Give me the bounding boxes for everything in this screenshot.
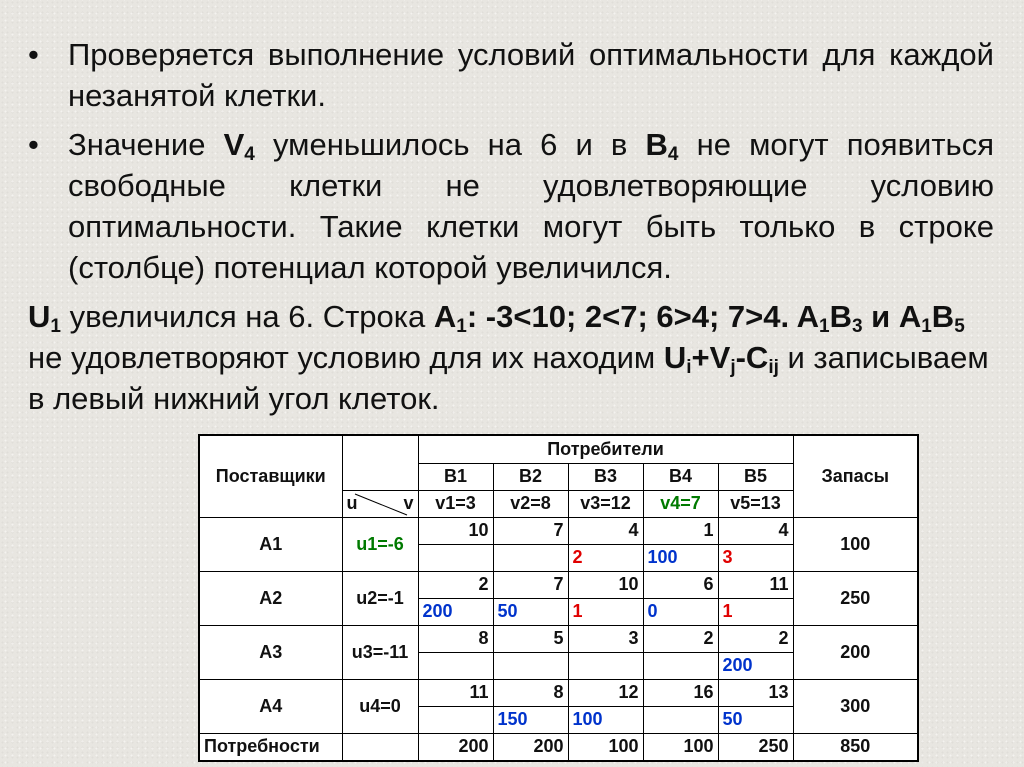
demand-empty bbox=[342, 733, 418, 761]
potential-u: u1=-6 bbox=[342, 517, 418, 571]
allocation-cell bbox=[493, 652, 568, 679]
cost-cell: 11 bbox=[718, 571, 793, 598]
corner-top bbox=[342, 435, 418, 463]
cost-cell: 13 bbox=[718, 679, 793, 706]
demand-value: 100 bbox=[568, 733, 643, 761]
allocation-cell: 150 bbox=[493, 706, 568, 733]
cost-cell: 3 bbox=[568, 625, 643, 652]
stock-value: 300 bbox=[793, 679, 918, 733]
potential-v: v4=7 bbox=[643, 490, 718, 517]
allocation-cell: 100 bbox=[568, 706, 643, 733]
cost-cell: 5 bbox=[493, 625, 568, 652]
allocation-cell: 2 bbox=[568, 544, 643, 571]
cost-cell: 6 bbox=[643, 571, 718, 598]
stock-header: Запасы bbox=[793, 435, 918, 517]
cost-cell: 11 bbox=[418, 679, 493, 706]
cost-cell: 2 bbox=[418, 571, 493, 598]
cost-cell: 7 bbox=[493, 571, 568, 598]
u-label: u bbox=[346, 492, 358, 513]
cost-cell: 12 bbox=[568, 679, 643, 706]
allocation-cell bbox=[418, 706, 493, 733]
potential-u: u4=0 bbox=[342, 679, 418, 733]
total-value: 850 bbox=[793, 733, 918, 761]
consumer-name: B1 bbox=[418, 463, 493, 490]
allocation-cell bbox=[418, 652, 493, 679]
demand-header: Потребности bbox=[199, 733, 342, 761]
potential-v: v1=3 bbox=[418, 490, 493, 517]
cost-cell: 2 bbox=[718, 625, 793, 652]
allocation-cell: 50 bbox=[493, 598, 568, 625]
bullet-1 bbox=[28, 34, 994, 116]
cost-cell: 8 bbox=[418, 625, 493, 652]
allocation-cell: 50 bbox=[718, 706, 793, 733]
cost-cell: 2 bbox=[643, 625, 718, 652]
stock-value: 250 bbox=[793, 571, 918, 625]
demand-value: 100 bbox=[643, 733, 718, 761]
v-label: v bbox=[403, 492, 414, 513]
bullet-marker: • bbox=[28, 37, 39, 72]
potential-v: v5=13 bbox=[718, 490, 793, 517]
corner-mid bbox=[342, 463, 418, 490]
uv-corner bbox=[342, 490, 418, 517]
potential-u: u2=-1 bbox=[342, 571, 418, 625]
demand-value: 200 bbox=[493, 733, 568, 761]
bullet-2 bbox=[28, 124, 994, 288]
allocation-cell: 1 bbox=[568, 598, 643, 625]
supplier-name: A4 bbox=[199, 679, 342, 733]
slide-text bbox=[28, 34, 994, 419]
consumer-name: B4 bbox=[643, 463, 718, 490]
allocation-cell bbox=[568, 652, 643, 679]
allocation-cell: 0 bbox=[643, 598, 718, 625]
bullet-1-text: Проверяется выполнение условий оптимальности для каждой незанятой клетки. bbox=[68, 37, 994, 113]
demand-value: 250 bbox=[718, 733, 793, 761]
supplier-name: A3 bbox=[199, 625, 342, 679]
transport-table bbox=[198, 434, 919, 762]
allocation-cell: 1 bbox=[718, 598, 793, 625]
bullet-2-text: Значение $V_4$ уменьшилось на 6 и в $B_4$ не могут появиться свободные клетки не удовлетворяющие условию оптимальности. Такие клетки могут быть только в строке (столбце) потенциал которой увеличился. bbox=[68, 127, 994, 285]
cost-cell: 8 bbox=[493, 679, 568, 706]
cost-cell: 16 bbox=[643, 679, 718, 706]
potential-u: u3=-11 bbox=[342, 625, 418, 679]
supplier-name: A2 bbox=[199, 571, 342, 625]
suppliers-header: Поставщики bbox=[199, 435, 342, 517]
allocation-cell bbox=[643, 652, 718, 679]
demand-value: 200 bbox=[418, 733, 493, 761]
supplier-name: A1 bbox=[199, 517, 342, 571]
allocation-cell: 200 bbox=[418, 598, 493, 625]
cost-cell: 7 bbox=[493, 517, 568, 544]
consumer-name: B2 bbox=[493, 463, 568, 490]
stock-value: 200 bbox=[793, 625, 918, 679]
potential-v: v2=8 bbox=[493, 490, 568, 517]
allocation-cell: 200 bbox=[718, 652, 793, 679]
cost-cell: 10 bbox=[568, 571, 643, 598]
paragraph-3: $U_1$ увеличился на 6. Строка $A_1$: -3<10; 2<7; 6>4; 7>4. $A_1B_3$ и $A_1B_5$ не удовлетворяют условию для их находим $U_i+V_j-C_{ij}$ и записываем в левый нижний угол клеток. bbox=[28, 299, 989, 416]
allocation-cell bbox=[643, 706, 718, 733]
cost-cell: 4 bbox=[568, 517, 643, 544]
cost-cell: 1 bbox=[643, 517, 718, 544]
allocation-cell: 3 bbox=[718, 544, 793, 571]
stock-value: 100 bbox=[793, 517, 918, 571]
bullet-marker: • bbox=[28, 127, 39, 162]
consumers-header: Потребители bbox=[418, 435, 793, 463]
consumer-name: B3 bbox=[568, 463, 643, 490]
cost-cell: 4 bbox=[718, 517, 793, 544]
allocation-cell bbox=[493, 544, 568, 571]
cost-cell: 10 bbox=[418, 517, 493, 544]
allocation-cell: 100 bbox=[643, 544, 718, 571]
potential-v: v3=12 bbox=[568, 490, 643, 517]
allocation-cell bbox=[418, 544, 493, 571]
consumer-name: B5 bbox=[718, 463, 793, 490]
